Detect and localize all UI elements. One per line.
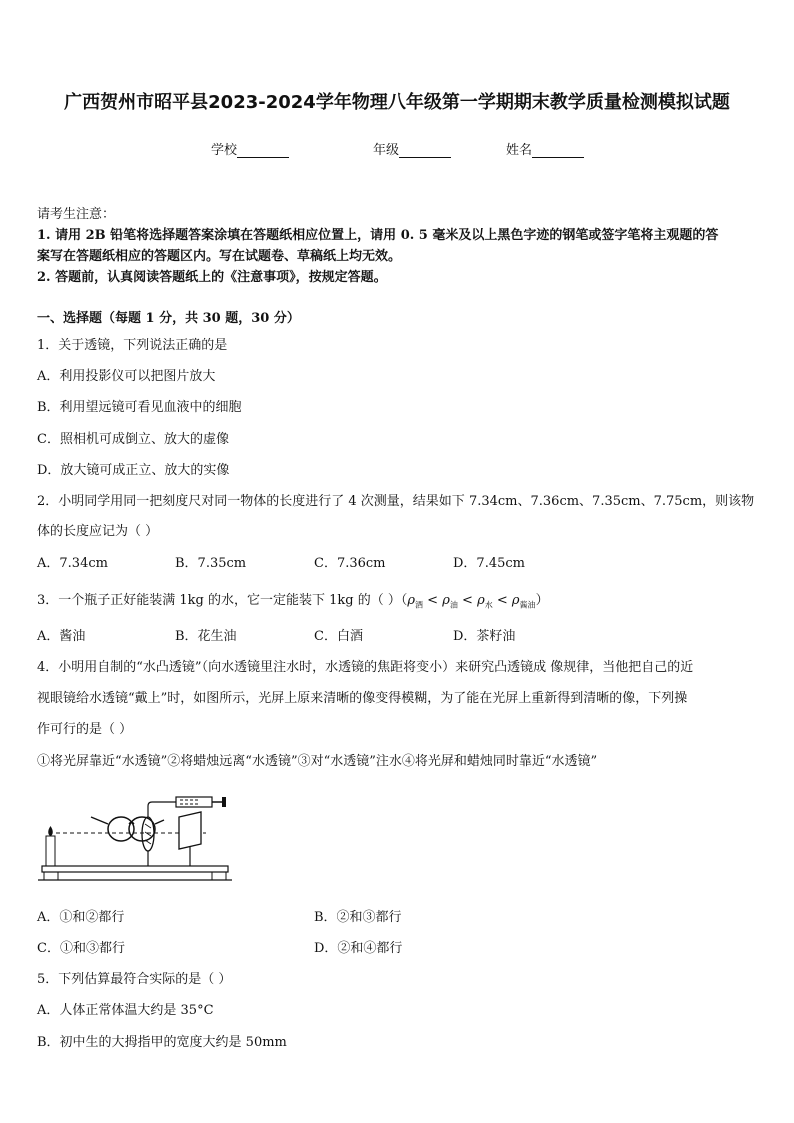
q1-option-a: A．利用投影仪可以把图片放大	[37, 369, 216, 384]
school-field	[211, 139, 289, 158]
syringe-markings	[180, 800, 198, 804]
page-title: 广西贺州市昭平县2023-2024学年物理八年级第一学期期末教学质量检测模拟试题	[64, 92, 730, 113]
syringe-handle	[222, 797, 226, 807]
q2-option-c: C．7.36cm	[314, 556, 386, 571]
q4-choices-line: ①将光屏靠近“水透镜”②将蜡烛远离“水透镜”③对“水透镜”注水④将光屏和蜡烛同时靠近“水透镜”	[37, 754, 598, 769]
q1-stem: 1．关于透镜，下列说法正确的是	[37, 338, 228, 353]
section-heading: 一、选择题（每题 1 分，共 30 题，30 分）	[37, 311, 300, 326]
grade-field	[373, 139, 451, 158]
rho-symbol: ρ	[442, 593, 450, 608]
q2-stem-line-1: 2．小明同学用同一把刻度尺对同一物体的长度进行了 4 次测量，结果如下 7.34cm、7.36cm、7.35cm、7.75cm，则该物	[37, 494, 755, 509]
q3-stem	[37, 589, 549, 611]
name-blank	[532, 144, 584, 158]
rho-symbol: ρ	[407, 593, 416, 608]
grade-label: 年级	[373, 143, 400, 158]
syringe-barrel	[176, 797, 212, 807]
q2-option-a: A．7.34cm	[37, 556, 108, 571]
q3-option-d: D．茶籽油	[453, 629, 516, 644]
lens-experiment-figure	[36, 784, 236, 889]
q3-option-b: B．花生油	[175, 629, 237, 644]
q4-stem-line-1: 4．小明用自制的“水凸透镜”（向水透镜里注水时，水透镜的焦距将变小）来研究凸透镜成 像规律，当他把自己的近	[37, 660, 694, 675]
q4-stem-line-2: 视眼镜给水透镜“戴上”时，如图所示，光屏上原来清晰的像变得模糊，为了能在光屏上重新得到清晰的像，下列操	[37, 691, 688, 706]
notice-item-1-line-1: 1. 请用 2B 铅笔将选择题答案涂填在答题纸相应位置上，请用 0. 5 毫米及以上黑色字迹的钢笔或签字笔将主观题的答	[37, 228, 719, 243]
bench-leg-left	[44, 872, 58, 880]
q2-stem-line-2: 体的长度应记为（ ）	[37, 524, 159, 539]
name-field	[506, 139, 584, 158]
water-lens-hatching	[145, 824, 151, 844]
q4-option-a: A．①和②都行	[37, 910, 125, 925]
school-label: 学校	[211, 143, 238, 158]
q4-option-d: D．②和④都行	[314, 941, 403, 956]
q2-option-b: B．7.35cm	[175, 556, 247, 571]
q4-option-c: C．①和③都行	[37, 941, 125, 956]
rho-subscript-oil: 油	[449, 600, 458, 610]
bench-leg-right	[212, 872, 226, 880]
q5-option-a: A．人体正常体温大约是 35°C	[37, 1003, 214, 1018]
glasses-lens-left	[108, 817, 134, 841]
less-than-sign: <	[496, 593, 508, 608]
q4-stem-line-3: 作可行的是（ ）	[37, 722, 133, 737]
notice-item-2: 2. 答题前，认真阅读答题纸上的《注意事项》，按规定答题。	[37, 270, 387, 285]
q1-option-c: C．照相机可成倒立、放大的虚像	[37, 432, 229, 447]
grade-blank	[399, 144, 451, 158]
candle-flame-icon	[48, 826, 53, 836]
rho-symbol: ρ	[477, 593, 485, 608]
rho-subscript-alcohol: 酒	[415, 600, 424, 610]
q1-option-d: D．放大镜可成正立、放大的实像	[37, 463, 230, 478]
notice-heading: 请考生注意：	[37, 207, 116, 222]
q1-option-b: B．利用望远镜可看见血液中的细胞	[37, 400, 242, 415]
q3-option-a: A．酱油	[37, 629, 86, 644]
q3-option-c: C．白酒	[314, 629, 363, 644]
water-tube	[148, 802, 176, 817]
rho-symbol: ρ	[511, 593, 520, 608]
less-than-sign: <	[462, 593, 473, 608]
q3-stem-text: 3．一个瓶子正好能装满 1kg 的水，它一定能装下 1kg 的（ ）（	[37, 593, 408, 608]
q2-option-d: D．7.45cm	[453, 556, 525, 571]
optical-bench	[42, 866, 228, 872]
school-blank	[237, 144, 289, 158]
q5-option-b: B．初中生的大拇指甲的宽度大约是 50mm	[37, 1035, 287, 1050]
glasses-temple-left	[91, 817, 108, 824]
notice-item-1-line-2: 案写在答题纸相应的答题区内。写在试题卷、草稿纸上均无效。	[37, 249, 402, 264]
light-screen	[179, 812, 201, 849]
q3-close-paren: ）	[535, 593, 549, 608]
name-label: 姓名	[506, 143, 533, 158]
rho-subscript-soy-sauce: 酱油	[519, 600, 536, 610]
q4-option-b: B．②和③都行	[314, 910, 402, 925]
less-than-sign: <	[427, 593, 439, 608]
q5-stem: 5．下列估算最符合实际的是（ ）	[37, 972, 232, 987]
glasses-temple-right	[155, 820, 164, 824]
rho-subscript-water: 水	[484, 600, 493, 610]
candle	[46, 836, 55, 866]
